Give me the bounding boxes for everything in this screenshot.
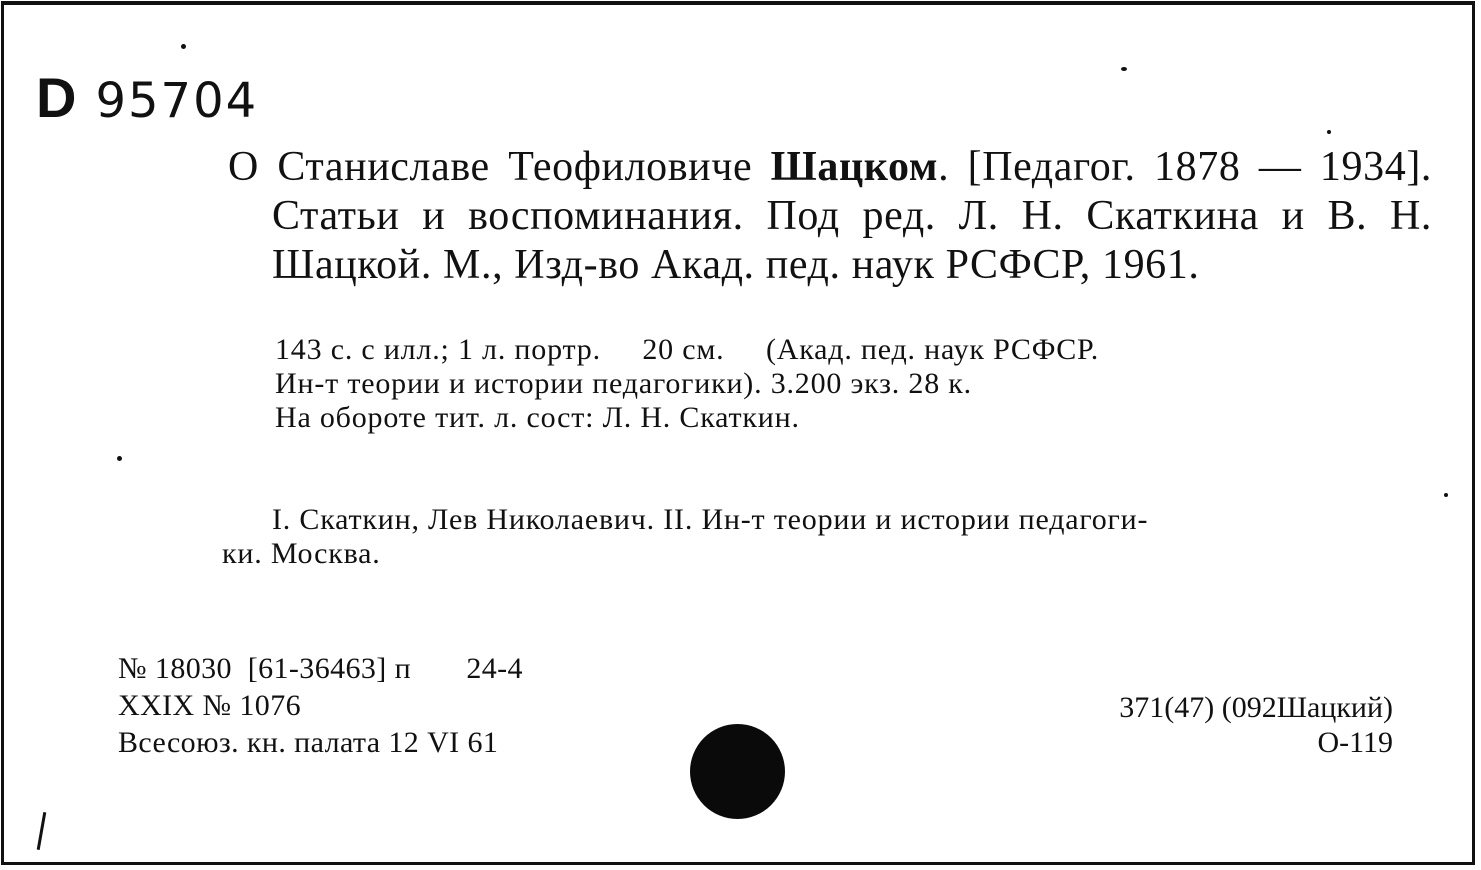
description-line-1: 143 с. с илл.; 1 л. портр. 20 см. (Акад. пед. наук РСФСР. [275,333,1100,366]
tracing-line-2: ки. Москва. [222,537,381,570]
ink-speck [117,456,122,461]
ink-speck [1121,67,1127,71]
tracings [222,503,1392,571]
title-statement [228,143,1432,290]
tracing-line-1: I. Скаткин, Лев Николаевич. II. Ин-т теории и истории педагоги- [272,503,1149,536]
description-line-2: Ин-т теории и истории педагогики). 3.200 экз. 28 к. [275,367,972,400]
ink-speck [181,44,186,49]
call-number [36,66,259,129]
registration-line-3: Всесоюз. кн. палата 12 VI 61 [118,726,499,759]
punch-hole [690,724,785,819]
classification-author-mark: О-119 [1317,726,1393,759]
description-line-3: На обороте тит. л. сост: Л. Н. Скаткин. [275,401,800,434]
physical-description [275,333,1390,435]
call-digits: 95704 [95,73,259,129]
ink-speck [1444,493,1448,497]
title-rest: . [Педагог. 1878 — 1934]. Статьи и воспоминания. Под ред. Л. Н. Скаткина и В. Н. Шацкой. М., Изд-во Акад. пед. наук РСФСР, 1961. [272,144,1433,288]
registration-line-2: XXIX № 1076 [118,689,302,722]
title-name: Шацком [770,144,939,190]
registration-block [118,650,523,761]
classification-udc: 371(47) (092Шацкий) [1119,691,1393,724]
title-lead: О Станиславе Теофиловиче [228,144,771,190]
call-letter: D [36,66,78,129]
ink-speck [1327,130,1331,134]
registration-line-1: № 18030 [61-36463] п 24-4 [118,652,523,685]
classification-block [1119,690,1393,760]
